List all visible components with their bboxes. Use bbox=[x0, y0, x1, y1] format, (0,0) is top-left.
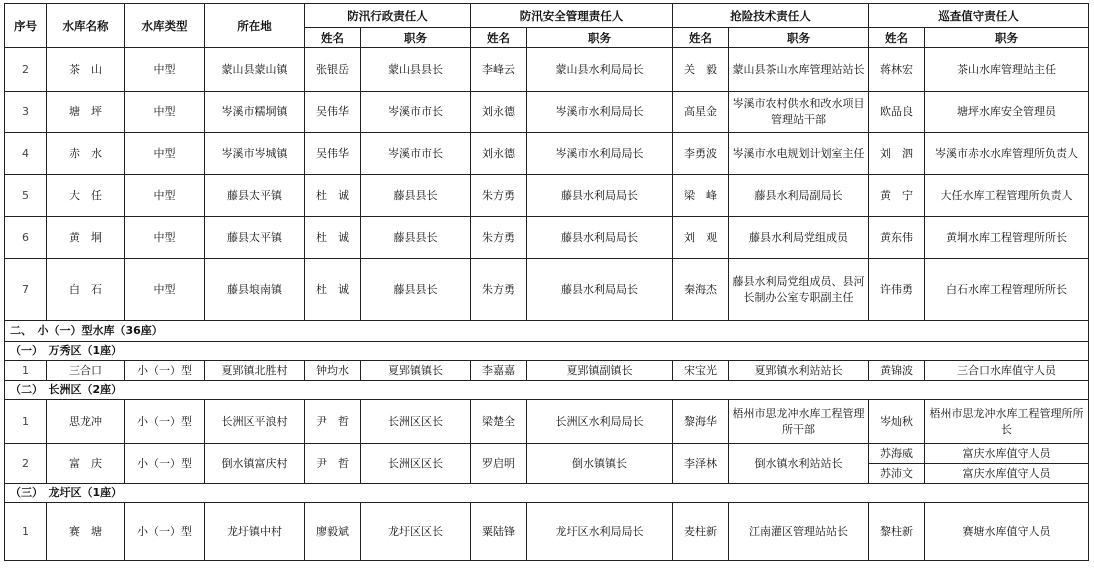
patrol-person-title: 茶山水库管理站主任 bbox=[925, 48, 1089, 92]
patrol-person-title: 富庆水库值守人员 bbox=[925, 464, 1089, 484]
row-index: 1 bbox=[5, 503, 47, 561]
reservoir-name: 思龙冲 bbox=[47, 400, 125, 444]
admin-person-name: 杜 诚 bbox=[305, 217, 361, 259]
safety-person-title: 蒙山县水利局局长 bbox=[527, 48, 673, 92]
patrol-person-name: 欧品良 bbox=[869, 92, 925, 133]
row-index: 5 bbox=[5, 175, 47, 217]
row-index: 4 bbox=[5, 133, 47, 175]
tech-person-name: 李勇波 bbox=[673, 133, 729, 175]
row-index: 1 bbox=[5, 400, 47, 444]
tech-person-title: 倒水镇水利站站长 bbox=[729, 444, 869, 484]
table-row bbox=[5, 217, 1089, 259]
patrol-person-title: 富庆水库值守人员 bbox=[925, 444, 1089, 464]
patrol-person-name: 苏沛文 bbox=[869, 464, 925, 484]
tech-person-name: 宋宝光 bbox=[673, 361, 729, 381]
person-title-header: 职务 bbox=[361, 28, 471, 48]
safety-person-title: 藤县水利局局长 bbox=[527, 217, 673, 259]
reservoir-type: 中型 bbox=[125, 175, 205, 217]
safety-person-name: 罗启明 bbox=[471, 444, 527, 484]
safety-person-title: 岑溪市水利局局长 bbox=[527, 133, 673, 175]
table-row bbox=[5, 133, 1089, 175]
reservoir-location: 倒水镇富庆村 bbox=[205, 444, 305, 484]
row-index: 3 bbox=[5, 92, 47, 133]
safety-person-name: 刘永德 bbox=[471, 92, 527, 133]
reservoir-responsibility-table bbox=[4, 3, 1089, 561]
safety-person-name: 梁楚全 bbox=[471, 400, 527, 444]
person-title-header: 职务 bbox=[925, 28, 1089, 48]
admin-person-title: 藤县县长 bbox=[361, 259, 471, 321]
tech-person-name: 李泽林 bbox=[673, 444, 729, 484]
patrol-person-name: 黎柱新 bbox=[869, 503, 925, 561]
reservoir-location: 岑溪市岑城镇 bbox=[205, 133, 305, 175]
table-row bbox=[5, 361, 1089, 381]
district-title: （二） 长洲区（2座） bbox=[5, 381, 1089, 400]
admin-person-title: 岑溪市市长 bbox=[361, 133, 471, 175]
table-row bbox=[5, 444, 1089, 464]
patrol-person-name: 许伟勇 bbox=[869, 259, 925, 321]
district-row bbox=[5, 381, 1089, 400]
patrol-person-title: 三合口水库值守人员 bbox=[925, 361, 1089, 381]
safety-person-title: 龙圩区水利局局长 bbox=[527, 503, 673, 561]
admin-person-title: 夏郢镇镇长 bbox=[361, 361, 471, 381]
table-row bbox=[5, 400, 1089, 444]
section-row bbox=[5, 321, 1089, 342]
reservoir-type: 小（一）型 bbox=[125, 400, 205, 444]
table-row bbox=[5, 48, 1089, 92]
reservoir-name: 黄 垌 bbox=[47, 217, 125, 259]
reservoir-name: 塘 坪 bbox=[47, 92, 125, 133]
patrol-person-title: 赛塘水库值守人员 bbox=[925, 503, 1089, 561]
person-name-header: 姓名 bbox=[673, 28, 729, 48]
person-name-header: 姓名 bbox=[305, 28, 361, 48]
reservoir-type: 小（一）型 bbox=[125, 361, 205, 381]
table-row bbox=[5, 259, 1089, 321]
col-seq-header: 序号 bbox=[5, 4, 47, 48]
tech-person-name: 秦海杰 bbox=[673, 259, 729, 321]
reservoir-type: 中型 bbox=[125, 217, 205, 259]
reservoir-name: 三合口 bbox=[47, 361, 125, 381]
district-title: （一） 万秀区（1座） bbox=[5, 342, 1089, 361]
district-row bbox=[5, 484, 1089, 503]
reservoir-name: 白 石 bbox=[47, 259, 125, 321]
table-row bbox=[5, 92, 1089, 133]
admin-person-title: 蒙山县县长 bbox=[361, 48, 471, 92]
tech-person-name: 麦柱新 bbox=[673, 503, 729, 561]
reservoir-location: 蒙山县蒙山镇 bbox=[205, 48, 305, 92]
tech-person-name: 黎海华 bbox=[673, 400, 729, 444]
header-row-top bbox=[5, 4, 1089, 28]
row-index: 2 bbox=[5, 48, 47, 92]
person-title-header: 职务 bbox=[729, 28, 869, 48]
patrol-person-title: 白石水库工程管理所所长 bbox=[925, 259, 1089, 321]
reservoir-type: 小（一）型 bbox=[125, 503, 205, 561]
group-admin-header: 防汛行政责任人 bbox=[305, 4, 471, 28]
section-title-small-reservoirs: 二、 小（一）型水库（36座） bbox=[5, 321, 1089, 342]
admin-person-title: 长洲区区长 bbox=[361, 444, 471, 484]
admin-person-name: 杜 诚 bbox=[305, 259, 361, 321]
admin-person-title: 岑溪市市长 bbox=[361, 92, 471, 133]
group-tech-header: 抢险技术责任人 bbox=[673, 4, 869, 28]
table-row bbox=[5, 175, 1089, 217]
tech-person-title: 藤县水利局党组成员 bbox=[729, 217, 869, 259]
safety-person-title: 倒水镇镇长 bbox=[527, 444, 673, 484]
person-name-header: 姓名 bbox=[471, 28, 527, 48]
reservoir-location: 龙圩镇中村 bbox=[205, 503, 305, 561]
safety-person-title: 藤县水利局局长 bbox=[527, 175, 673, 217]
row-index: 1 bbox=[5, 361, 47, 381]
row-index: 2 bbox=[5, 444, 47, 484]
tech-person-title: 岑溪市农村供水和改水项目管理站干部 bbox=[729, 92, 869, 133]
tech-person-name: 梁 峰 bbox=[673, 175, 729, 217]
reservoir-location: 藤县太平镇 bbox=[205, 217, 305, 259]
tech-person-title: 梧州市思龙冲水库工程管理所干部 bbox=[729, 400, 869, 444]
col-type-header: 水库类型 bbox=[125, 4, 205, 48]
group-patrol-header: 巡查值守责任人 bbox=[869, 4, 1089, 28]
admin-person-name: 吴伟华 bbox=[305, 92, 361, 133]
safety-person-title: 藤县水利局局长 bbox=[527, 259, 673, 321]
tech-person-title: 江南灌区管理站站长 bbox=[729, 503, 869, 561]
admin-person-name: 吴伟华 bbox=[305, 133, 361, 175]
district-row bbox=[5, 342, 1089, 361]
person-name-header: 姓名 bbox=[869, 28, 925, 48]
admin-person-name: 张银岳 bbox=[305, 48, 361, 92]
patrol-person-title: 岑溪市赤水水库管理所负责人 bbox=[925, 133, 1089, 175]
safety-person-name: 粟陆锋 bbox=[471, 503, 527, 561]
safety-person-title: 长洲区水利局局长 bbox=[527, 400, 673, 444]
patrol-person-name: 刘 泗 bbox=[869, 133, 925, 175]
patrol-person-name: 苏海威 bbox=[869, 444, 925, 464]
row-index: 6 bbox=[5, 217, 47, 259]
safety-person-name: 李峰云 bbox=[471, 48, 527, 92]
tech-person-title: 藤县水利局党组成员、县河长制办公室专职副主任 bbox=[729, 259, 869, 321]
safety-person-name: 朱方勇 bbox=[471, 175, 527, 217]
admin-person-name: 尹 哲 bbox=[305, 444, 361, 484]
admin-person-name: 尹 哲 bbox=[305, 400, 361, 444]
col-name-header: 水库名称 bbox=[47, 4, 125, 48]
col-location-header: 所在地 bbox=[205, 4, 305, 48]
admin-person-title: 藤县县长 bbox=[361, 175, 471, 217]
row-index: 7 bbox=[5, 259, 47, 321]
reservoir-name: 茶 山 bbox=[47, 48, 125, 92]
reservoir-type: 中型 bbox=[125, 92, 205, 133]
reservoir-location: 藤县太平镇 bbox=[205, 175, 305, 217]
reservoir-name: 富 庆 bbox=[47, 444, 125, 484]
safety-person-name: 李嘉嘉 bbox=[471, 361, 527, 381]
admin-person-title: 龙圩区区长 bbox=[361, 503, 471, 561]
patrol-person-title: 大任水库工程管理所负责人 bbox=[925, 175, 1089, 217]
person-title-header: 职务 bbox=[527, 28, 673, 48]
reservoir-type: 小（一）型 bbox=[125, 444, 205, 484]
patrol-person-name: 岑灿秋 bbox=[869, 400, 925, 444]
patrol-person-title: 梧州市思龙冲水库工程管理所所长 bbox=[925, 400, 1089, 444]
patrol-person-title: 塘坪水库安全管理员 bbox=[925, 92, 1089, 133]
patrol-person-name: 黄东伟 bbox=[869, 217, 925, 259]
district-title: （三） 龙圩区（1座） bbox=[5, 484, 1089, 503]
reservoir-type: 中型 bbox=[125, 48, 205, 92]
tech-person-title: 藤县水利局副局长 bbox=[729, 175, 869, 217]
tech-person-title: 蒙山县茶山水库管理站站长 bbox=[729, 48, 869, 92]
reservoir-name: 赤 水 bbox=[47, 133, 125, 175]
safety-person-name: 刘永德 bbox=[471, 133, 527, 175]
group-safety-header: 防汛安全管理责任人 bbox=[471, 4, 673, 28]
safety-person-name: 朱方勇 bbox=[471, 259, 527, 321]
reservoir-type: 中型 bbox=[125, 259, 205, 321]
patrol-person-title: 黄垌水库工程管理所所长 bbox=[925, 217, 1089, 259]
admin-person-name: 钟均水 bbox=[305, 361, 361, 381]
reservoir-name: 赛 塘 bbox=[47, 503, 125, 561]
safety-person-title: 夏郢镇副镇长 bbox=[527, 361, 673, 381]
tech-person-title: 岑溪市水电规划计划室主任 bbox=[729, 133, 869, 175]
patrol-person-name: 黄 宁 bbox=[869, 175, 925, 217]
patrol-person-name: 蒋林宏 bbox=[869, 48, 925, 92]
admin-person-name: 廖毅斌 bbox=[305, 503, 361, 561]
safety-person-name: 朱方勇 bbox=[471, 217, 527, 259]
tech-person-name: 关 毅 bbox=[673, 48, 729, 92]
admin-person-title: 藤县县长 bbox=[361, 217, 471, 259]
patrol-person-name: 黄锦波 bbox=[869, 361, 925, 381]
reservoir-location: 夏郢镇北胜村 bbox=[205, 361, 305, 381]
reservoir-location: 藤县埌南镇 bbox=[205, 259, 305, 321]
reservoir-name: 大 任 bbox=[47, 175, 125, 217]
admin-person-title: 长洲区区长 bbox=[361, 400, 471, 444]
tech-person-name: 高星金 bbox=[673, 92, 729, 133]
tech-person-name: 刘 观 bbox=[673, 217, 729, 259]
tech-person-title: 夏郢镇水利站站长 bbox=[729, 361, 869, 381]
reservoir-type: 中型 bbox=[125, 133, 205, 175]
table-row bbox=[5, 503, 1089, 561]
reservoir-location: 岑溪市糯垌镇 bbox=[205, 92, 305, 133]
admin-person-name: 杜 诚 bbox=[305, 175, 361, 217]
safety-person-title: 岑溪市水利局局长 bbox=[527, 92, 673, 133]
reservoir-location: 长洲区平浪村 bbox=[205, 400, 305, 444]
